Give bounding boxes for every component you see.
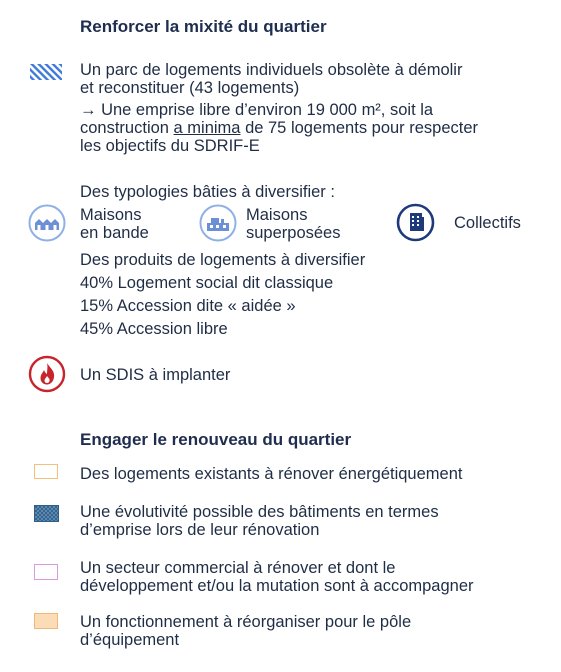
renouveau-item-4-line-1: Un fonctionnement à réorganiser pour le pôle <box>80 613 412 631</box>
collectifs-label: Collectifs <box>454 214 521 232</box>
apartment-building-icon <box>396 203 435 242</box>
section-title-mixite: Renforcer la mixité du quartier <box>80 17 327 36</box>
sdis-label: Un SDIS à implanter <box>80 366 231 384</box>
produits-heading: Des produits de logements à diversifier <box>80 251 366 269</box>
renouveau-item-3-line-1: Un secteur commercial à rénover et dont le <box>80 559 396 577</box>
typologies-heading: Des typologies bâties à diversifier : <box>80 183 335 201</box>
hatch-pattern-icon <box>30 64 62 80</box>
parc-line-3: → Une emprise libre d’environ 19 000 m², soit la <box>80 101 434 119</box>
parc-line-4-pre: construction <box>80 119 174 137</box>
renouveau-item-2-line-2: d’emprise lors de leur rénovation <box>80 521 320 539</box>
legend-swatch-renovation <box>34 464 58 479</box>
produit-item-1: 40% Logement social dit classique <box>80 274 334 292</box>
maisons-superposees-line-2: superposées <box>246 224 341 242</box>
legend-swatch-evolutivite <box>34 505 59 522</box>
renouveau-item-2-line-1: Une évolutivité possible des bâtiments en termes <box>80 503 439 521</box>
parc-line-4 <box>80 119 478 137</box>
parc-line-4-underlined: a minima <box>173 119 241 137</box>
renouveau-item-3-line-2: développement et/ou la mutation sont à accompagner <box>80 577 474 595</box>
stacked-houses-icon <box>199 204 237 242</box>
renouveau-item-1-line-1: Des logements existants à rénover énergétiquement <box>80 465 463 483</box>
produit-item-2: 15% Accession dite « aidée » <box>80 297 296 315</box>
maisons-bande-line-2: en bande <box>80 224 149 242</box>
legend-swatch-commercial <box>34 564 58 580</box>
produit-item-3: 45% Accession libre <box>80 320 228 338</box>
parc-line-2: et reconstituer (43 logements) <box>80 79 300 97</box>
legend-swatch-equipement <box>34 613 58 629</box>
parc-line-5: les objectifs du SDRIF-E <box>80 137 260 155</box>
parc-line-1: Un parc de logements individuels obsolète à démolir <box>80 61 463 79</box>
section-title-renouveau: Engager le renouveau du quartier <box>80 430 352 449</box>
maisons-bande-line-1: Maisons <box>80 206 142 224</box>
maisons-superposees-line-1: Maisons <box>246 206 308 224</box>
fire-station-icon <box>28 355 66 393</box>
parc-line-4-post: de 75 logements pour respecter <box>240 119 479 137</box>
row-houses-icon <box>28 204 66 242</box>
renouveau-item-4-line-2: d’équipement <box>80 631 180 649</box>
